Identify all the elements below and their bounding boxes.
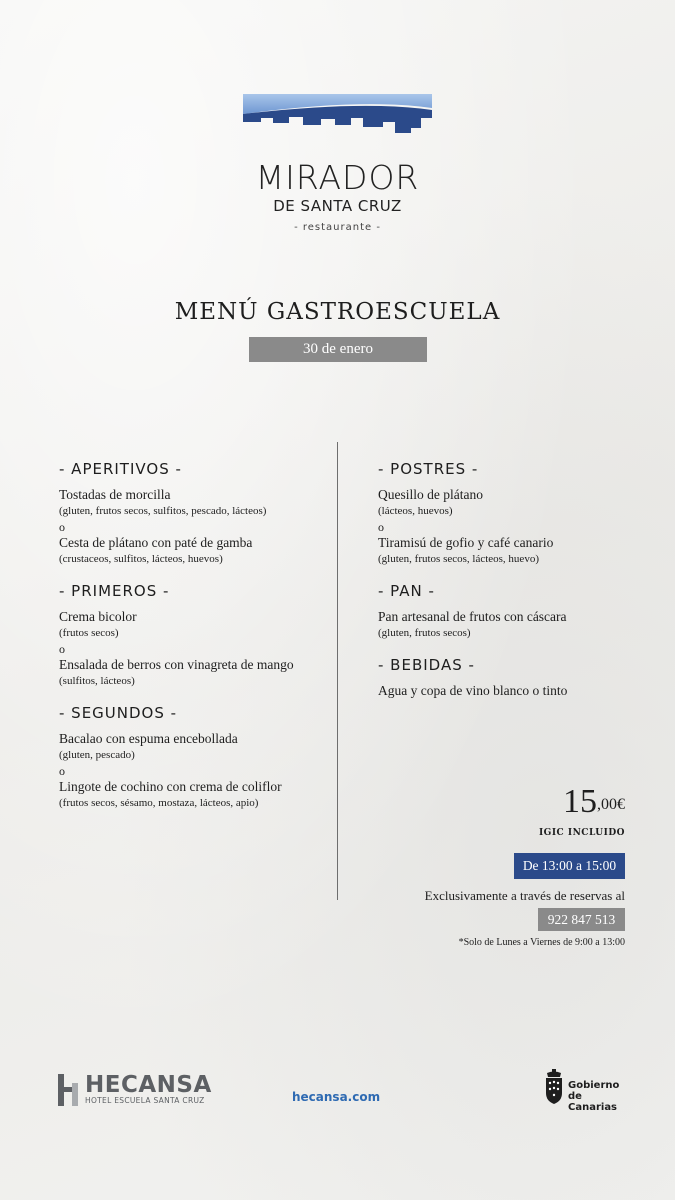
hecansa-subtitle: HOTEL ESCUELA SANTA CRUZ: [85, 1096, 205, 1105]
dish-allergens: (gluten, frutos secos, sulfitos, pescado, lácteos): [59, 505, 267, 517]
dish-allergens: (crustaceos, sulfitos, lácteos, huevos): [59, 553, 223, 565]
dish-allergens: (gluten, frutos secos, lácteos, huevo): [378, 553, 539, 565]
brand-subtitle: DE SANTA CRUZ: [273, 197, 402, 215]
schedule-note: *Solo de Lunes a Viernes de 9:00 a 13:00: [458, 937, 625, 948]
menu-title: MENÚ GASTROESCUELA: [174, 299, 501, 325]
price-cents: ,00€: [597, 796, 625, 813]
price-tax-note: IGIC INCLUIDO: [538, 828, 625, 838]
or-separator: o: [59, 520, 65, 534]
dish-name: Lingote de cochino con crema de coliflor: [59, 779, 282, 794]
hecansa-name: HECANSA: [85, 1072, 212, 1098]
section-title-bebidas: - BEBIDAS -: [378, 656, 475, 674]
dish-allergens: (gluten, frutos secos): [378, 627, 471, 639]
website-link[interactable]: hecansa.com: [292, 1090, 381, 1104]
menu-section: [378, 654, 648, 700]
dish-allergens: (sulfitos, lácteos): [59, 675, 135, 687]
section-title-primeros: - PRIMEROS -: [59, 582, 170, 600]
dish-name: Cesta de plátano con paté de gamba: [59, 535, 253, 550]
gov-line-2: de Canarias: [568, 1091, 618, 1113]
phone-number[interactable]: 922 847 513: [538, 908, 625, 931]
dish-name: Bacalao con espuma encebollada: [59, 731, 238, 746]
price: [380, 783, 625, 821]
reservation-text: Exclusivamente a través de reservas al: [424, 888, 625, 903]
gov-line-1: Gobierno: [568, 1080, 620, 1091]
section-title-segundos: - SEGUNDOS -: [59, 704, 178, 722]
or-separator: o: [59, 642, 65, 656]
or-separator: o: [378, 520, 384, 534]
brand-name: MIRADOR: [255, 158, 420, 197]
dish-name: Crema bicolor: [59, 609, 137, 624]
or-separator: o: [59, 764, 65, 778]
menu-section: [378, 458, 648, 566]
column-divider: [337, 442, 338, 900]
gobierno-canarias-text: [568, 1080, 629, 1113]
coat-of-arms-icon: [544, 1069, 564, 1105]
gobierno-canarias-logo: [544, 1069, 629, 1113]
dish-name: Tostadas de morcilla: [59, 487, 171, 502]
dish-name: Agua y copa de vino blanco o tinto: [378, 683, 568, 698]
mirador-logo-icon: [243, 94, 432, 136]
hecansa-mark-icon: [58, 1074, 80, 1106]
dish-allergens: (lácteos, huevos): [378, 505, 453, 517]
menu-column-left: [59, 458, 329, 810]
dish-allergens: (gluten, pescado): [59, 749, 135, 761]
hecansa-logo: [58, 1074, 218, 1108]
dish-name: Tiramisú de gofio y café canario: [378, 535, 554, 550]
dish-allergens: (frutos secos): [59, 627, 119, 639]
menu-section: [378, 580, 648, 640]
dish-allergens: (frutos secos, sésamo, mostaza, lácteos, apio): [59, 797, 259, 809]
dish-name: Pan artesanal de frutos con cáscara: [378, 609, 567, 624]
menu-section: [59, 458, 329, 566]
brand-tagline: - restaurante -: [294, 222, 381, 233]
hours-badge: De 13:00 a 15:00: [514, 853, 625, 879]
menu-column-right: [378, 458, 648, 700]
menu-date-badge: 30 de enero: [249, 337, 427, 362]
dish-name: Quesillo de plátano: [378, 487, 483, 502]
price-block: [380, 783, 625, 838]
menu-section: [59, 702, 329, 810]
section-title-postres: - POSTRES -: [378, 460, 479, 478]
section-title-pan: - PAN -: [378, 582, 435, 600]
menu-section: [59, 580, 329, 688]
price-whole: 15: [563, 783, 597, 820]
section-title-aperitivos: - APERITIVOS -: [59, 460, 182, 478]
dish-name: Ensalada de berros con vinagreta de mango: [59, 657, 294, 672]
